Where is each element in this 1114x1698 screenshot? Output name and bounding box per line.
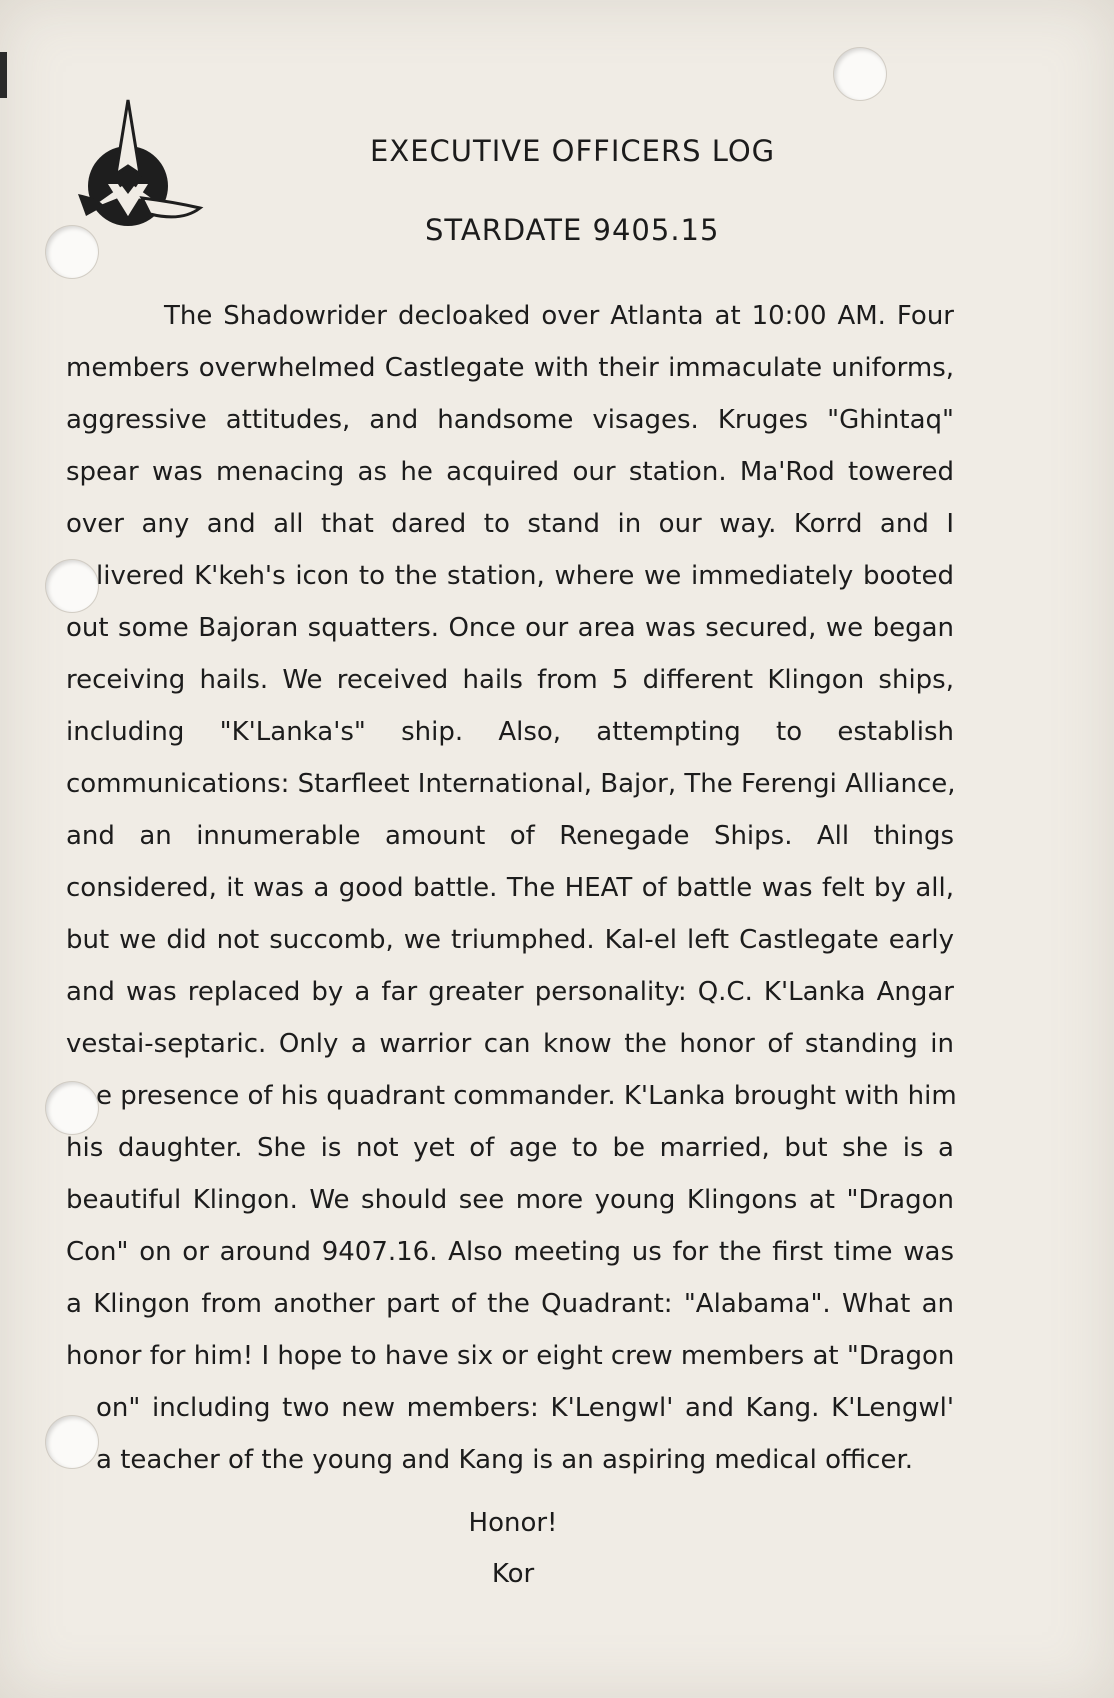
body-line: Con" on or around 9407.16. Also meeting us for the first time was xyxy=(66,1237,954,1267)
body-line: a teacher of the young and Kang is an aspiring medical officer. xyxy=(96,1445,914,1475)
log-body xyxy=(66,290,957,1486)
stardate-heading: STARDATE 9405.15 xyxy=(425,213,720,247)
body-line: beautiful Klingon. We should see more young Klingons at "Dragon xyxy=(66,1185,954,1215)
body-line: considered, it was a good battle. The HEAT of battle was felt by all, xyxy=(66,873,954,903)
body-line: honor for him! I hope to have six or eight crew members at "Dragon xyxy=(66,1341,955,1371)
body-line: on" including two new members: K'Lengwl' and Kang. K'Lengwl' xyxy=(96,1393,954,1423)
body-line: over any and all that dared to stand in our way. Korrd and I xyxy=(66,509,954,539)
body-line: but we did not succomb, we triumphed. Kal-el left Castlegate early xyxy=(66,925,954,955)
body-line: members overwhelmed Castlegate with their immaculate uniforms, xyxy=(66,353,954,383)
body-line: livered K'keh's icon to the station, where we immediately booted xyxy=(96,561,954,591)
body-line: receiving hails. We received hails from 5 different Klingon ships, xyxy=(66,665,954,695)
author-signature: Kor xyxy=(491,1559,535,1589)
punch-hole xyxy=(834,48,886,100)
closing-salutation: Honor! xyxy=(468,1508,558,1538)
body-line: including "K'Lanka's" ship. Also, attempting to establish xyxy=(66,717,954,747)
log-title: EXECUTIVE OFFICERS LOG xyxy=(370,134,776,168)
body-line: out some Bajoran squatters. Once our area was secured, we began xyxy=(66,613,954,643)
body-line: and was replaced by a far greater personality: Q.C. K'Lanka Angar xyxy=(66,977,954,1007)
body-line: and an innumerable amount of Renegade Ships. All things xyxy=(66,821,954,851)
body-line: spear was menacing as he acquired our station. Ma'Rod towered xyxy=(66,457,954,487)
body-line: e presence of his quadrant commander. K'Lanka brought with him xyxy=(96,1081,957,1111)
page-edge-mark xyxy=(0,52,7,98)
body-line: The Shadowrider decloaked over Atlanta at 10:00 AM. Four xyxy=(164,301,954,331)
klingon-emblem-icon xyxy=(78,98,204,238)
body-line: communications: Starfleet International, Bajor, The Ferengi Alliance, xyxy=(66,769,956,799)
body-line: a Klingon from another part of the Quadrant: "Alabama". What an xyxy=(66,1289,954,1319)
body-line: vestai-septaric. Only a warrior can know the honor of standing in xyxy=(66,1029,954,1059)
body-line: aggressive attitudes, and handsome visages. Kruges "Ghintaq" xyxy=(66,405,954,435)
body-line: his daughter. She is not yet of age to be married, but she is a xyxy=(66,1133,954,1163)
